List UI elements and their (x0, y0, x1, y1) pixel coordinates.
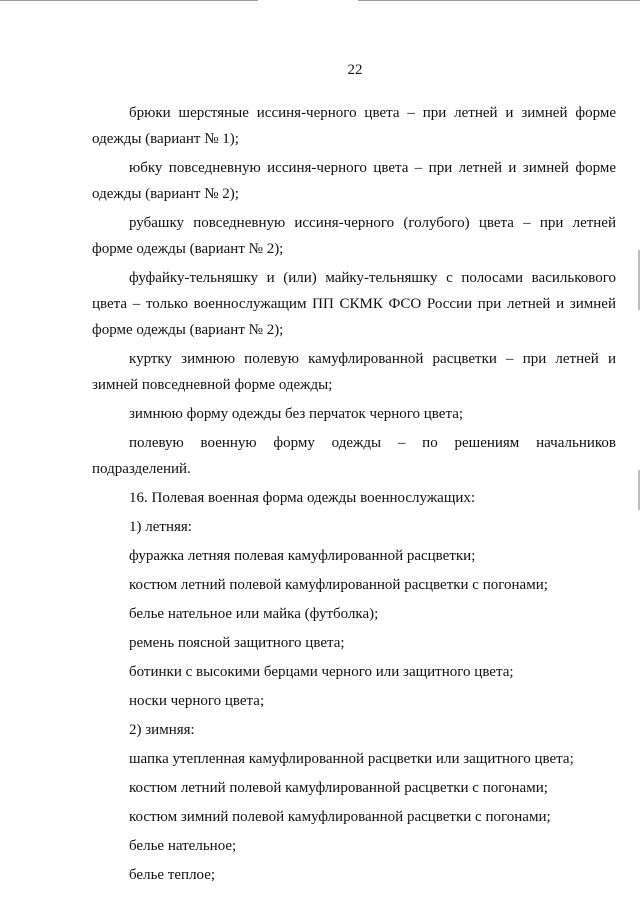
list-item: белье теплое; (129, 867, 216, 883)
section-heading: 16. Полевая военная форма одежды военнослужащих: (129, 490, 476, 506)
paragraph: юбку повседневную иссиня-черного цвета – при летней и зимней форме одежды (вариант № 2); (92, 160, 616, 202)
list-item: носки черного цвета; (129, 693, 265, 709)
paragraph: брюки шерстяные иссиня-черного цвета – при летней и зимней форме одежды (вариант № 1); (92, 105, 616, 147)
list-item: костюм зимний полевой камуфлированной расцветки с погонами; (129, 809, 551, 825)
list-item: белье нательное; (129, 838, 237, 854)
document-body (92, 100, 616, 891)
scan-top-border-left (0, 0, 258, 1)
list-item: ремень поясной защитного цвета; (129, 635, 345, 651)
list-item: костюм летний полевой камуфлированной расцветки с погонами; (129, 577, 548, 593)
paragraph: зимнюю форму одежды без перчаток черного цвета; (129, 406, 464, 422)
summer-subheading: 1) летняя: (129, 519, 192, 535)
list-item: шапка утепленная камуфлированной расцветки или защитного цвета; (129, 751, 574, 767)
list-item: костюм летний полевой камуфлированной расцветки с погонами; (129, 780, 548, 796)
paragraph: фуфайку-тельняшку и (или) майку-тельняшку с полосами василькового цвета – только военнослужащим ПП СКМК ФСО России при летней и зимней форме одежды (вариант № 2); (92, 270, 616, 338)
list-item: фуражка летняя полевая камуфлированной расцветки; (129, 548, 476, 564)
list-item: белье нательное или майка (футболка); (129, 606, 379, 622)
paragraph: куртку зимнюю полевую камуфлированной расцветки – при летней и зимней повседневной форме одежды; (92, 351, 616, 393)
paragraph: рубашку повседневную иссиня-черного (голубого) цвета – при летней форме одежды (вариант № 2); (92, 215, 616, 257)
winter-subheading: 2) зимняя: (129, 722, 195, 738)
scan-top-border-right (358, 0, 640, 1)
paragraph: полевую военную форму одежды – по решениям начальников подразделений. (92, 435, 616, 477)
list-item: ботинки с высокими берцами черного или защитного цвета; (129, 664, 514, 680)
page-number: 22 (347, 62, 363, 78)
